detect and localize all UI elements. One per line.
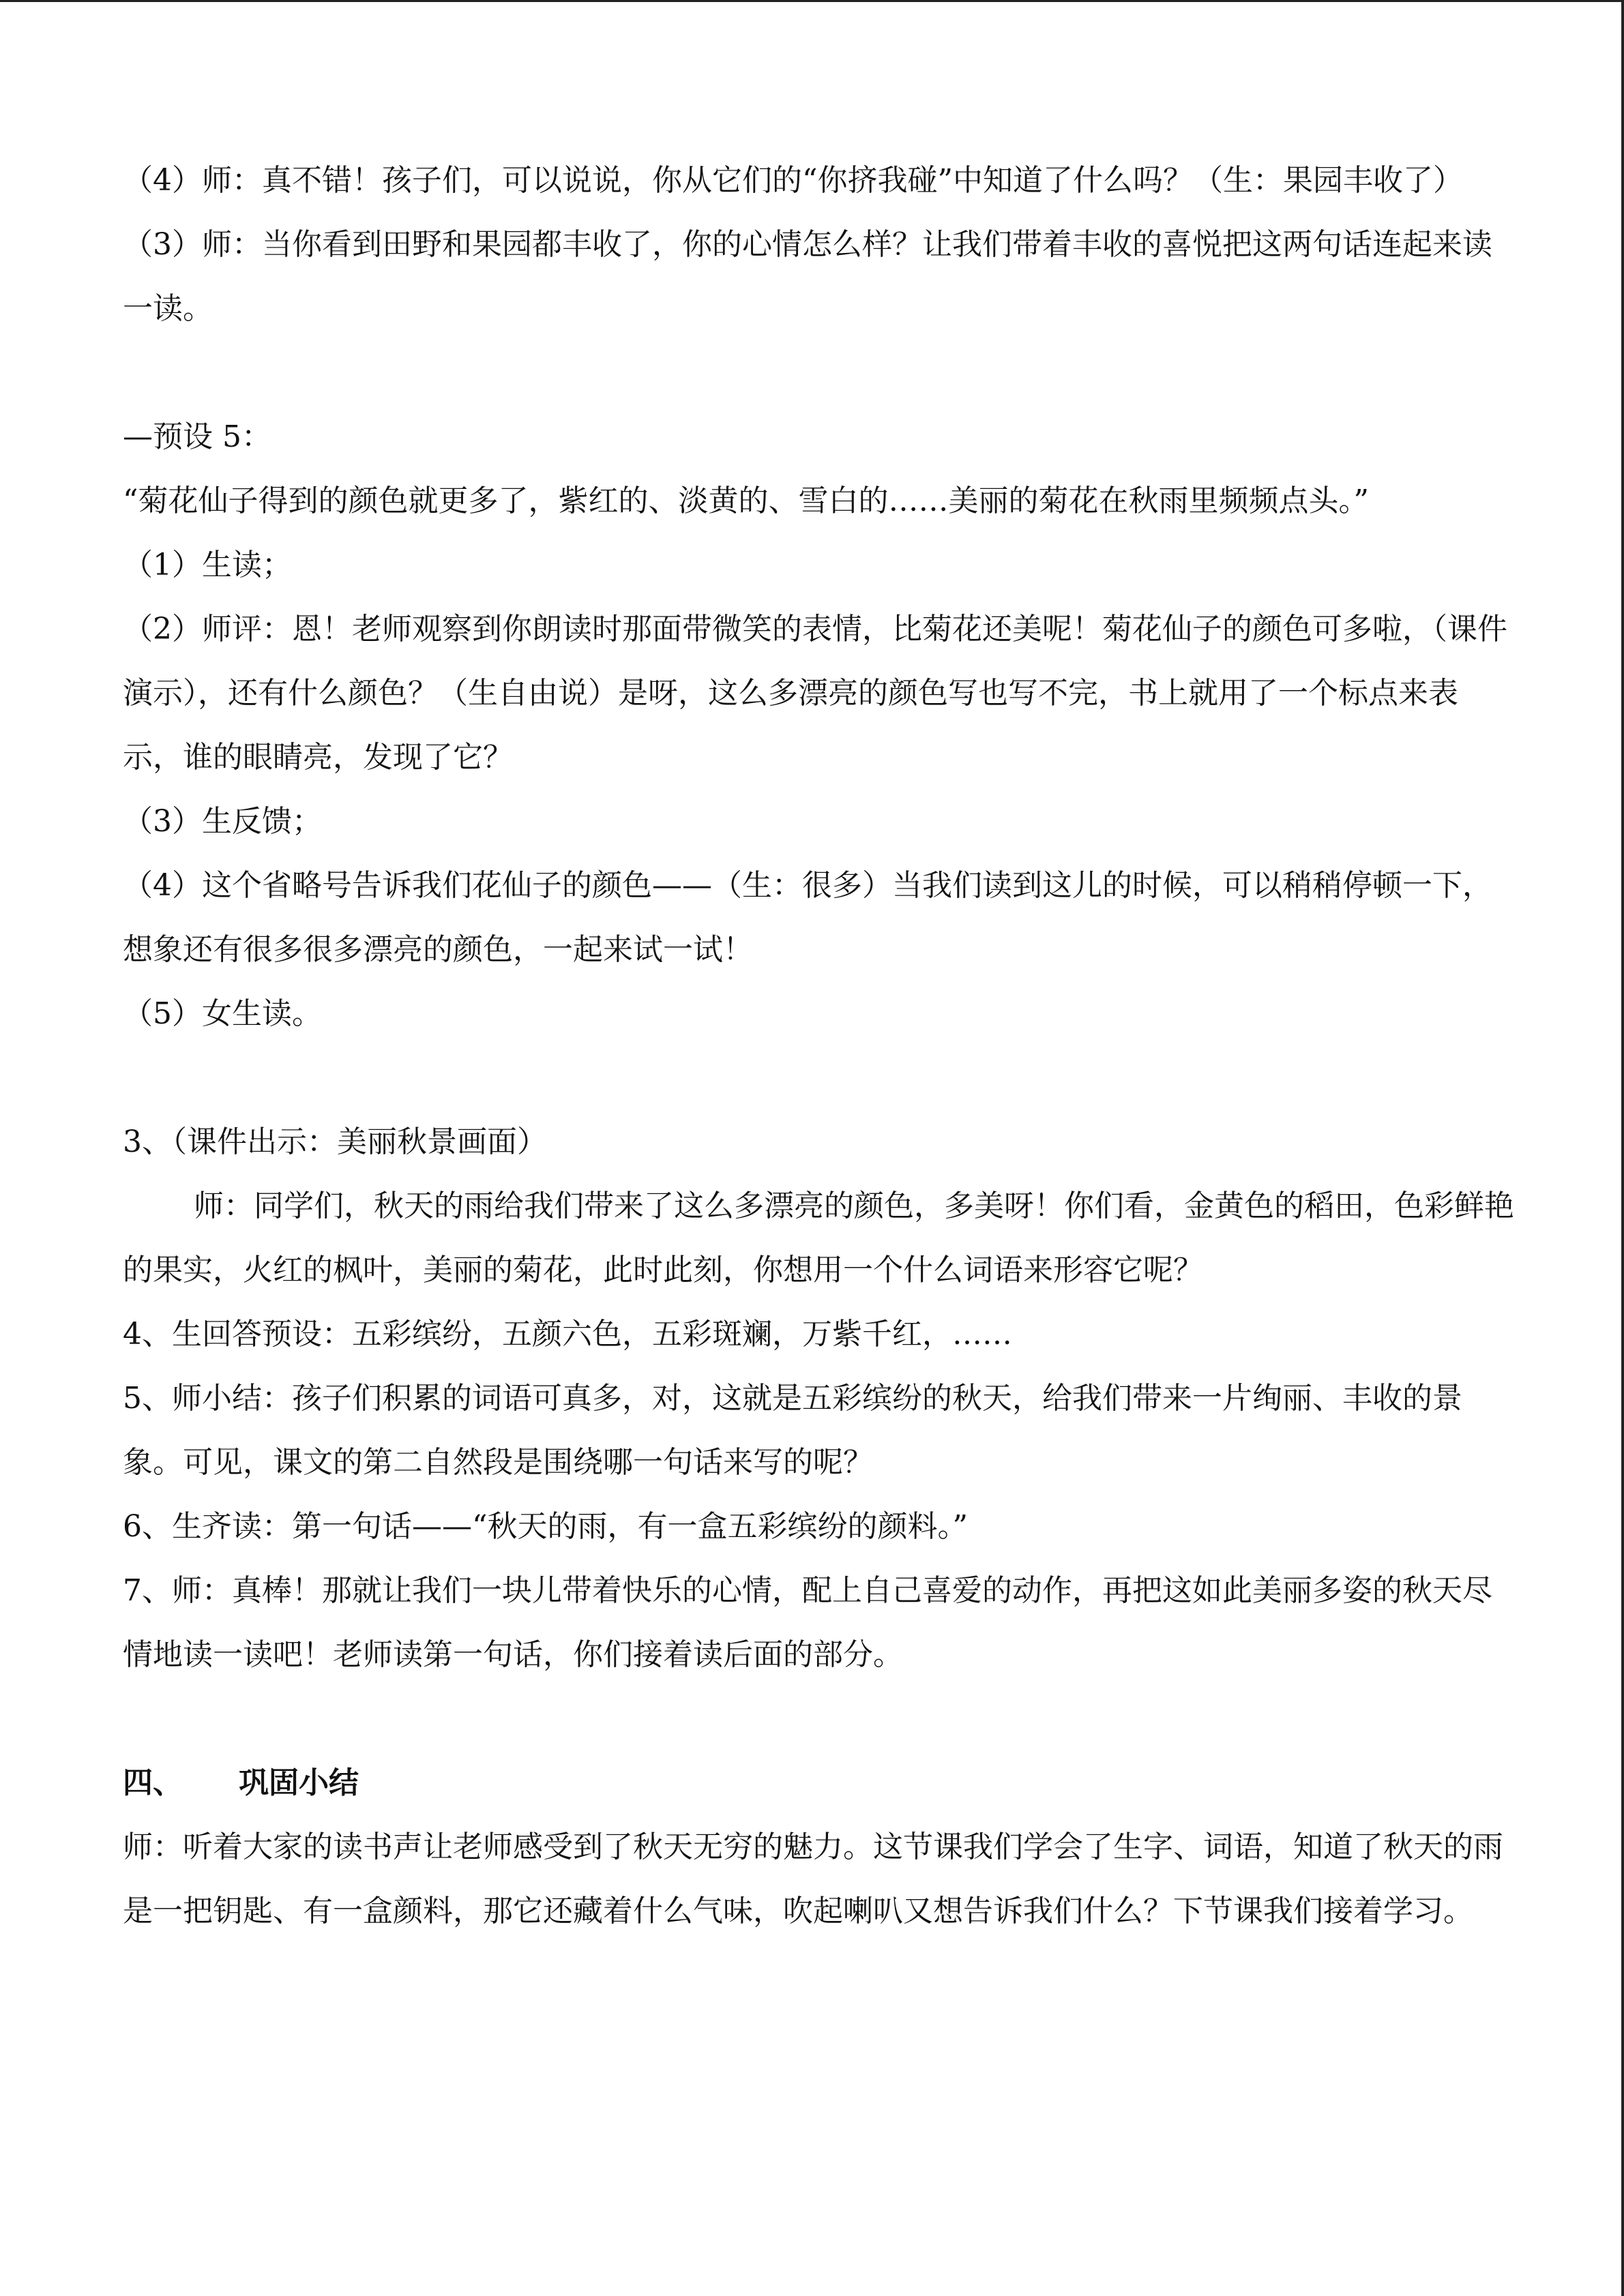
step-7: 7、师：真棒！那就让我们一块儿带着快乐的心情，配上自己喜爱的动作，再把这如此美丽多姿的秋天尽情地读一读吧！老师读第一句话，你们接着读后面的部分。 (123, 1573, 1492, 1672)
paragraph-teacher-question-3: （3）师：当你看到田野和果园都丰收了，你的心情怎么样？让我们带着丰收的喜悦把这两句话连起来读一读。 (123, 227, 1492, 326)
spacer (123, 341, 1514, 405)
section-4-title: 巩固小结 (239, 1765, 359, 1800)
preset-5-title: —预设 5： (123, 419, 271, 454)
section-4-number: 四、 (123, 1765, 183, 1800)
step-3-body: 师：同学们，秋天的雨给我们带来了这么多漂亮的颜色，多美呀！你们看，金黄色的稻田，色彩鲜艳的果实，火红的枫叶，美丽的菊花，此时此刻，你想用一个什么词语来形容它呢？ (123, 1189, 1514, 1287)
preset-5-quote: “菊花仙子得到的颜色就更多了，紫红的、淡黄的、雪白的……美丽的菊花在秋雨里频频点头。” (123, 483, 1369, 518)
preset-5-item-2: （2）师评：恩！老师观察到你朗读时那面带微笑的表情，比菊花还美呢！菊花仙子的颜色可多啦，（课件演示），还有什么颜色？（生自由说）是呀，这么多漂亮的颜色写也写不完，书上就用了一个标点来表示，谁的眼睛亮，发现了它？ (123, 612, 1507, 775)
preset-5-item-4: （4）这个省略号告诉我们花仙子的颜色——（生：很多）当我们读到这儿的时候，可以稍稍停顿一下，想象还有很多很多漂亮的颜色，一起来试一试！ (123, 868, 1492, 967)
page-top-border (0, 0, 1624, 2)
step-5: 5、师小结：孩子们积累的词语可真多，对，这就是五彩缤纷的秋天，给我们带来一片绚丽、丰收的景象。可见，课文的第二自然段是围绕哪一句话来写的呢？ (123, 1381, 1462, 1480)
step-4: 4、生回答预设：五彩缤纷，五颜六色，五彩斑斓，万紫千红，…… (123, 1317, 1012, 1352)
preset-5-item-3: （3）生反馈； (123, 804, 322, 839)
page-right-border (1621, 0, 1624, 2296)
section-4-heading (123, 1751, 1514, 1815)
section-4-body: 师：听着大家的读书声让老师感受到了秋天无穷的魅力。这节课我们学会了生字、词语，知道了秋天的雨是一把钥匙、有一盒颜料，那它还藏着什么气味，吹起喇叭又想告诉我们什么？下节课我们接着学习。 (123, 1830, 1503, 1928)
preset-5-item-1: （1）生读； (123, 548, 292, 582)
step-3-title: 3、（课件出示：美丽秋景画面） (123, 1124, 547, 1159)
spacer (123, 1687, 1514, 1751)
spacer (123, 1046, 1514, 1110)
preset-5-item-5: （5）女生读。 (123, 996, 322, 1031)
document-page (123, 149, 1514, 1943)
paragraph-teacher-question-4: （4）师：真不错！孩子们，可以说说，你从它们的“你挤我碰”中知道了什么吗？（生：果园丰收了） (123, 163, 1463, 198)
step-6: 6、生齐读：第一句话——“秋天的雨，有一盒五彩缤纷的颜料。” (123, 1509, 968, 1544)
